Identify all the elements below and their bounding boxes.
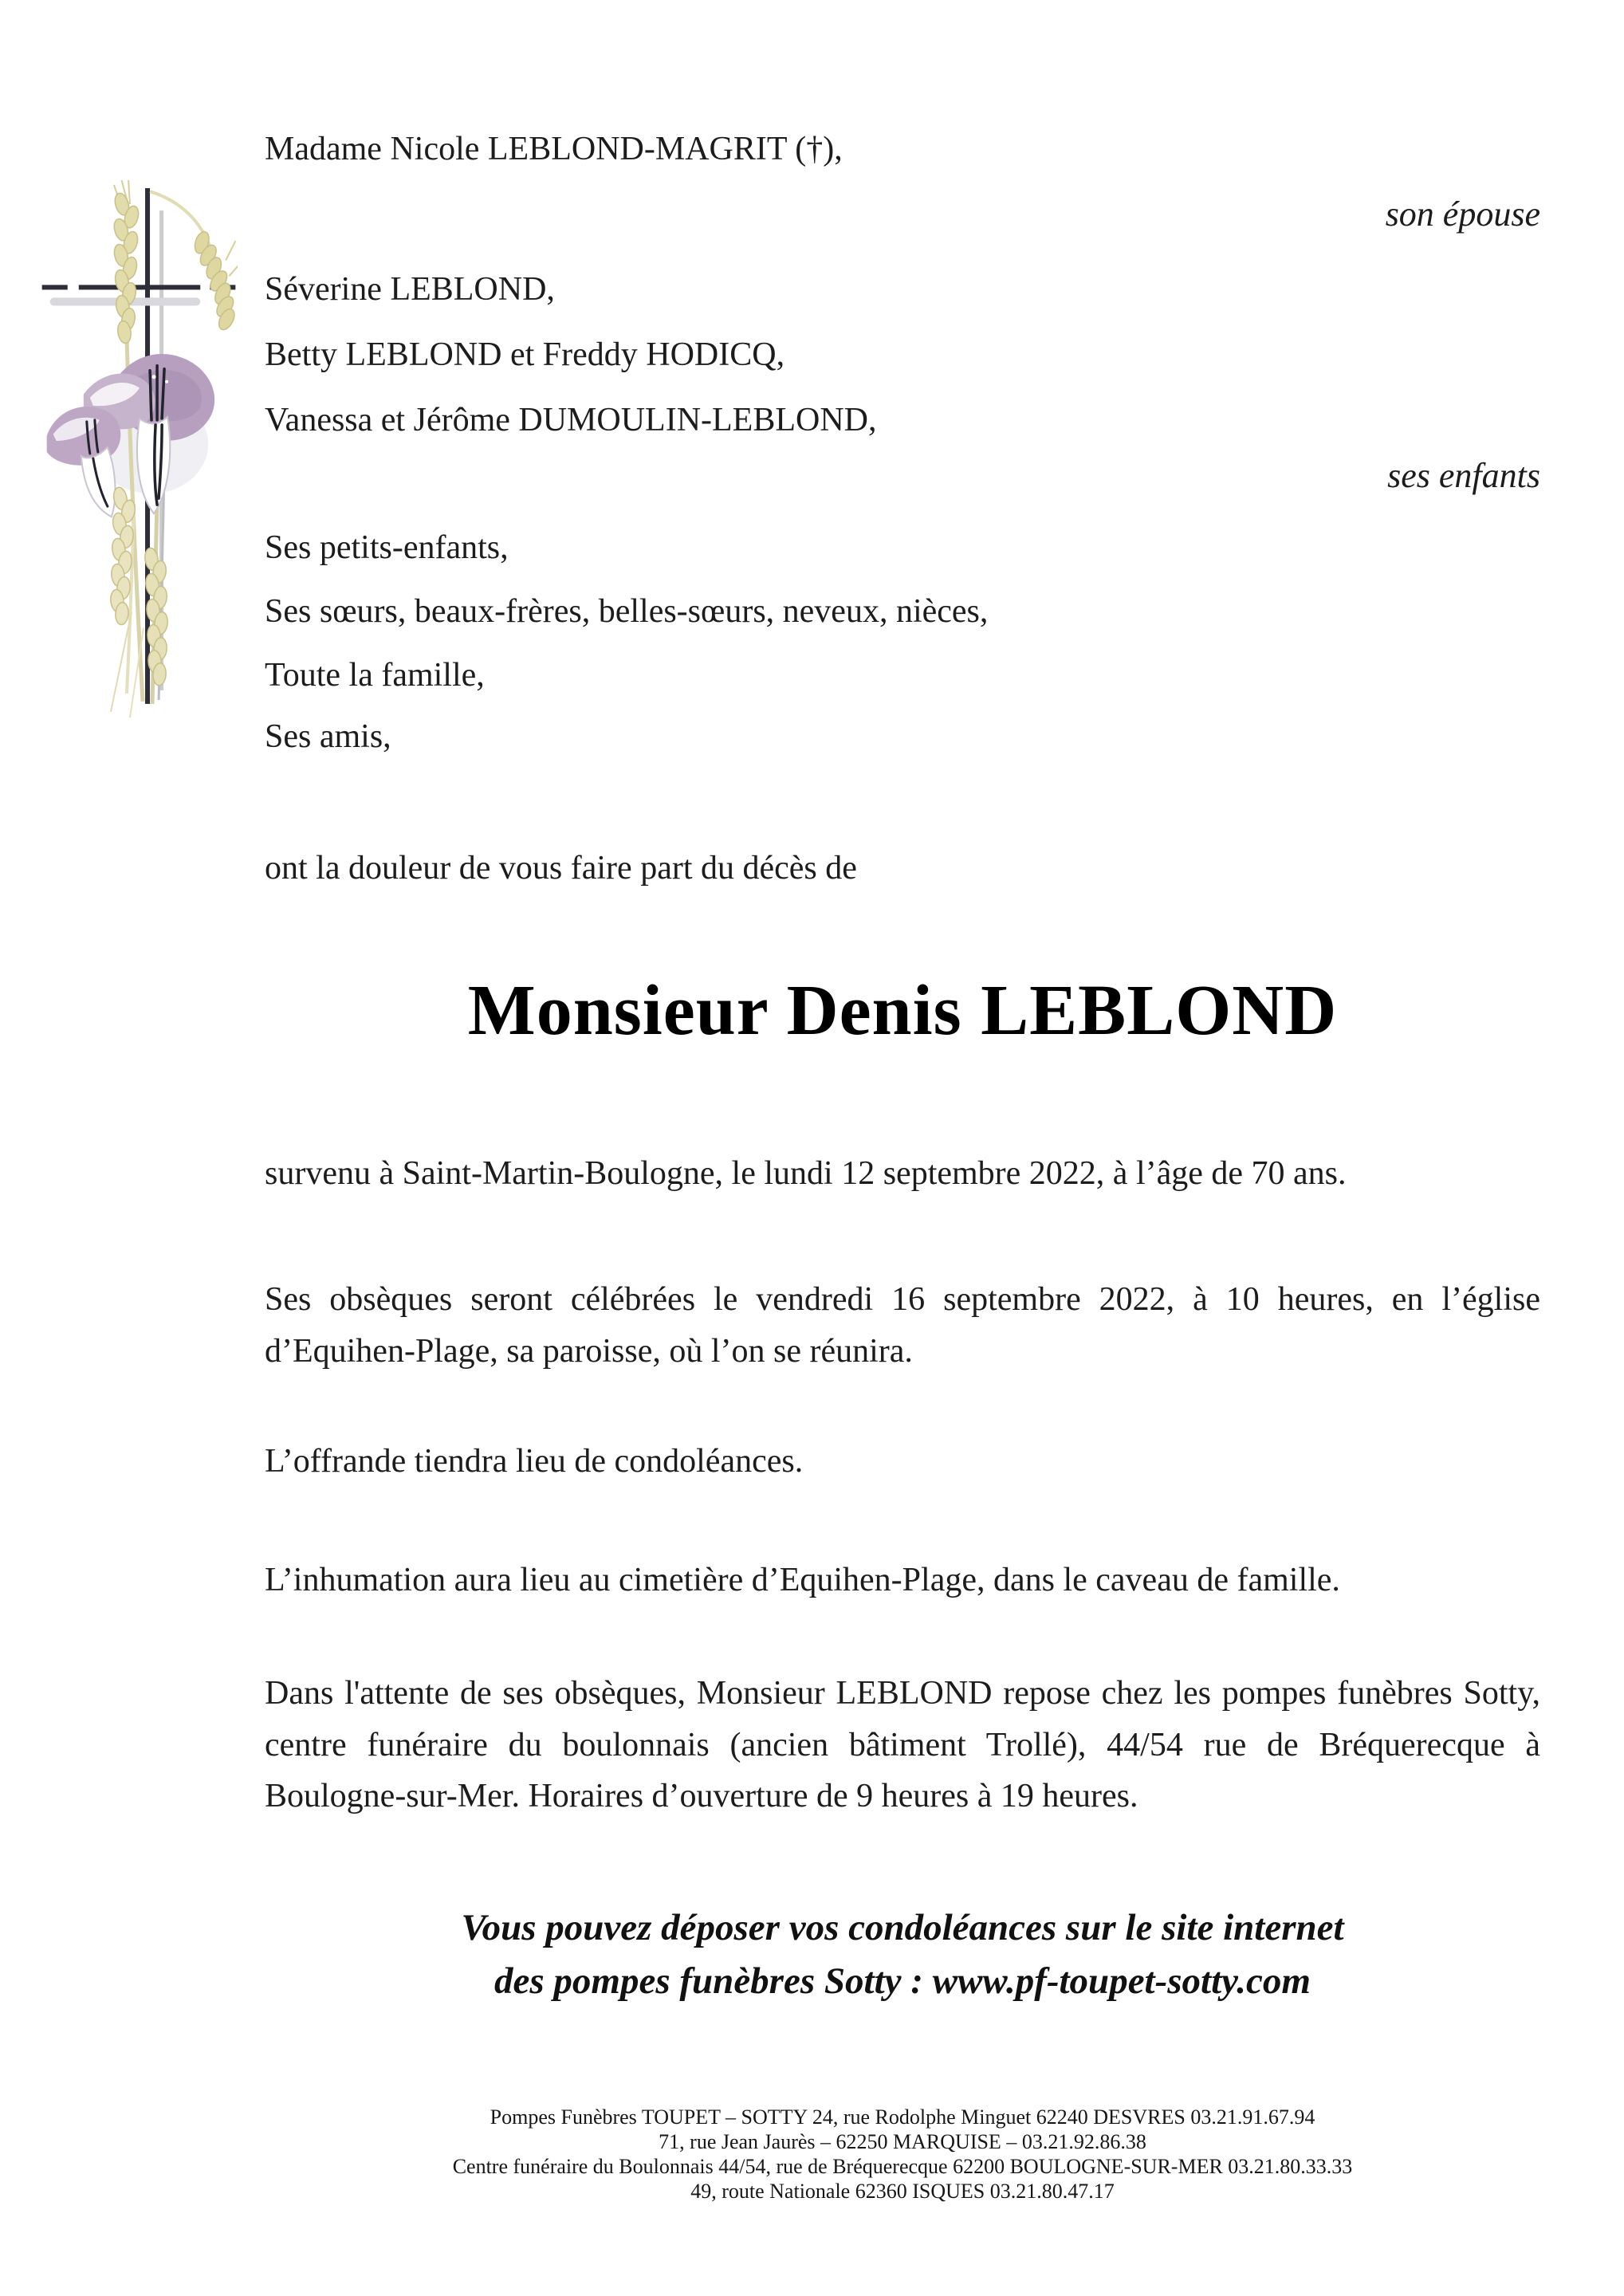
children-relation-label: ses enfants [1387, 456, 1540, 495]
offering-line: L’offrande tiendra lieu de condoléances. [265, 1443, 804, 1480]
condolences-note-line-2: des pompes funèbres Sotty : www.pf-toupet-sotty.com [494, 1960, 1311, 2002]
child-line-3: Vanessa et Jérôme DUMOULIN-LEBLOND, [265, 402, 877, 438]
footer-address-line-3: Centre funéraire du Boulonnais 44/54, rue de Bréquerecque 62200 BOULOGNE-SUR-MER 03.21.80.33.33 [452, 2155, 1353, 2178]
spouse-relation-label: son épouse [1385, 195, 1540, 234]
deceased-name-title: Monsieur Denis LEBLOND [467, 971, 1338, 1050]
burial-line: L’inhumation aura lieu au cimetière d’Equihen-Plage, dans le caveau de famille. [265, 1562, 1340, 1598]
repose-paragraph: Dans l'attente de ses obsèques, Monsieur LEBLOND repose chez les pompes funèbres Sotty, centre funéraire du boulonnais (ancien bâtiment Trollé), 44/54 rue de Bréquerecque à Boulogne-sur-Mer. Horaires d’ouverture de 9 heures à 19 heures. [265, 1675, 1549, 1815]
cross-and-lilies-icon [37, 180, 238, 724]
whole-family-line: Toute la famille, [265, 657, 485, 694]
announcement-intro: ont la douleur de vous faire part du décès de [265, 850, 857, 887]
footer-address-line-1: Pompes Funèbres TOUPET – SOTTY 24, rue Rodolphe Minguet 62240 DESVRES 03.21.91.67.94 [490, 2105, 1315, 2129]
friends-line: Ses amis, [265, 718, 391, 755]
ceremony-paragraph: Ses obsèques seront célébrées le vendredi 16 septembre 2022, à 10 heures, en l’église d’Equihen-Plage, sa paroisse, où l’on se réunira. [265, 1281, 1549, 1370]
footer-address-line-4: 49, route Nationale 62360 ISQUES 03.21.80.47.17 [690, 2180, 1115, 2203]
condolences-note-line-1: Vous pouvez déposer vos condoléances sur le site internet [461, 1907, 1344, 1948]
child-line-2: Betty LEBLOND et Freddy HODICQ, [265, 336, 785, 373]
siblings-line: Ses sœurs, beaux-frères, belles-sœurs, neveux, nièces, [265, 593, 989, 630]
death-info-line: survenu à Saint-Martin-Boulogne, le lundi 12 septembre 2022, à l’âge de 70 ans. [265, 1155, 1347, 1192]
spouse-name-line: Madame Nicole LEBLOND-MAGRIT (†), [265, 131, 843, 167]
child-line-1: Séverine LEBLOND, [265, 271, 555, 308]
footer-address-line-2: 71, rue Jean Jaurès – 62250 MARQUISE – 03.21.92.86.38 [659, 2130, 1146, 2153]
grandchildren-line: Ses petits-enfants, [265, 529, 509, 566]
